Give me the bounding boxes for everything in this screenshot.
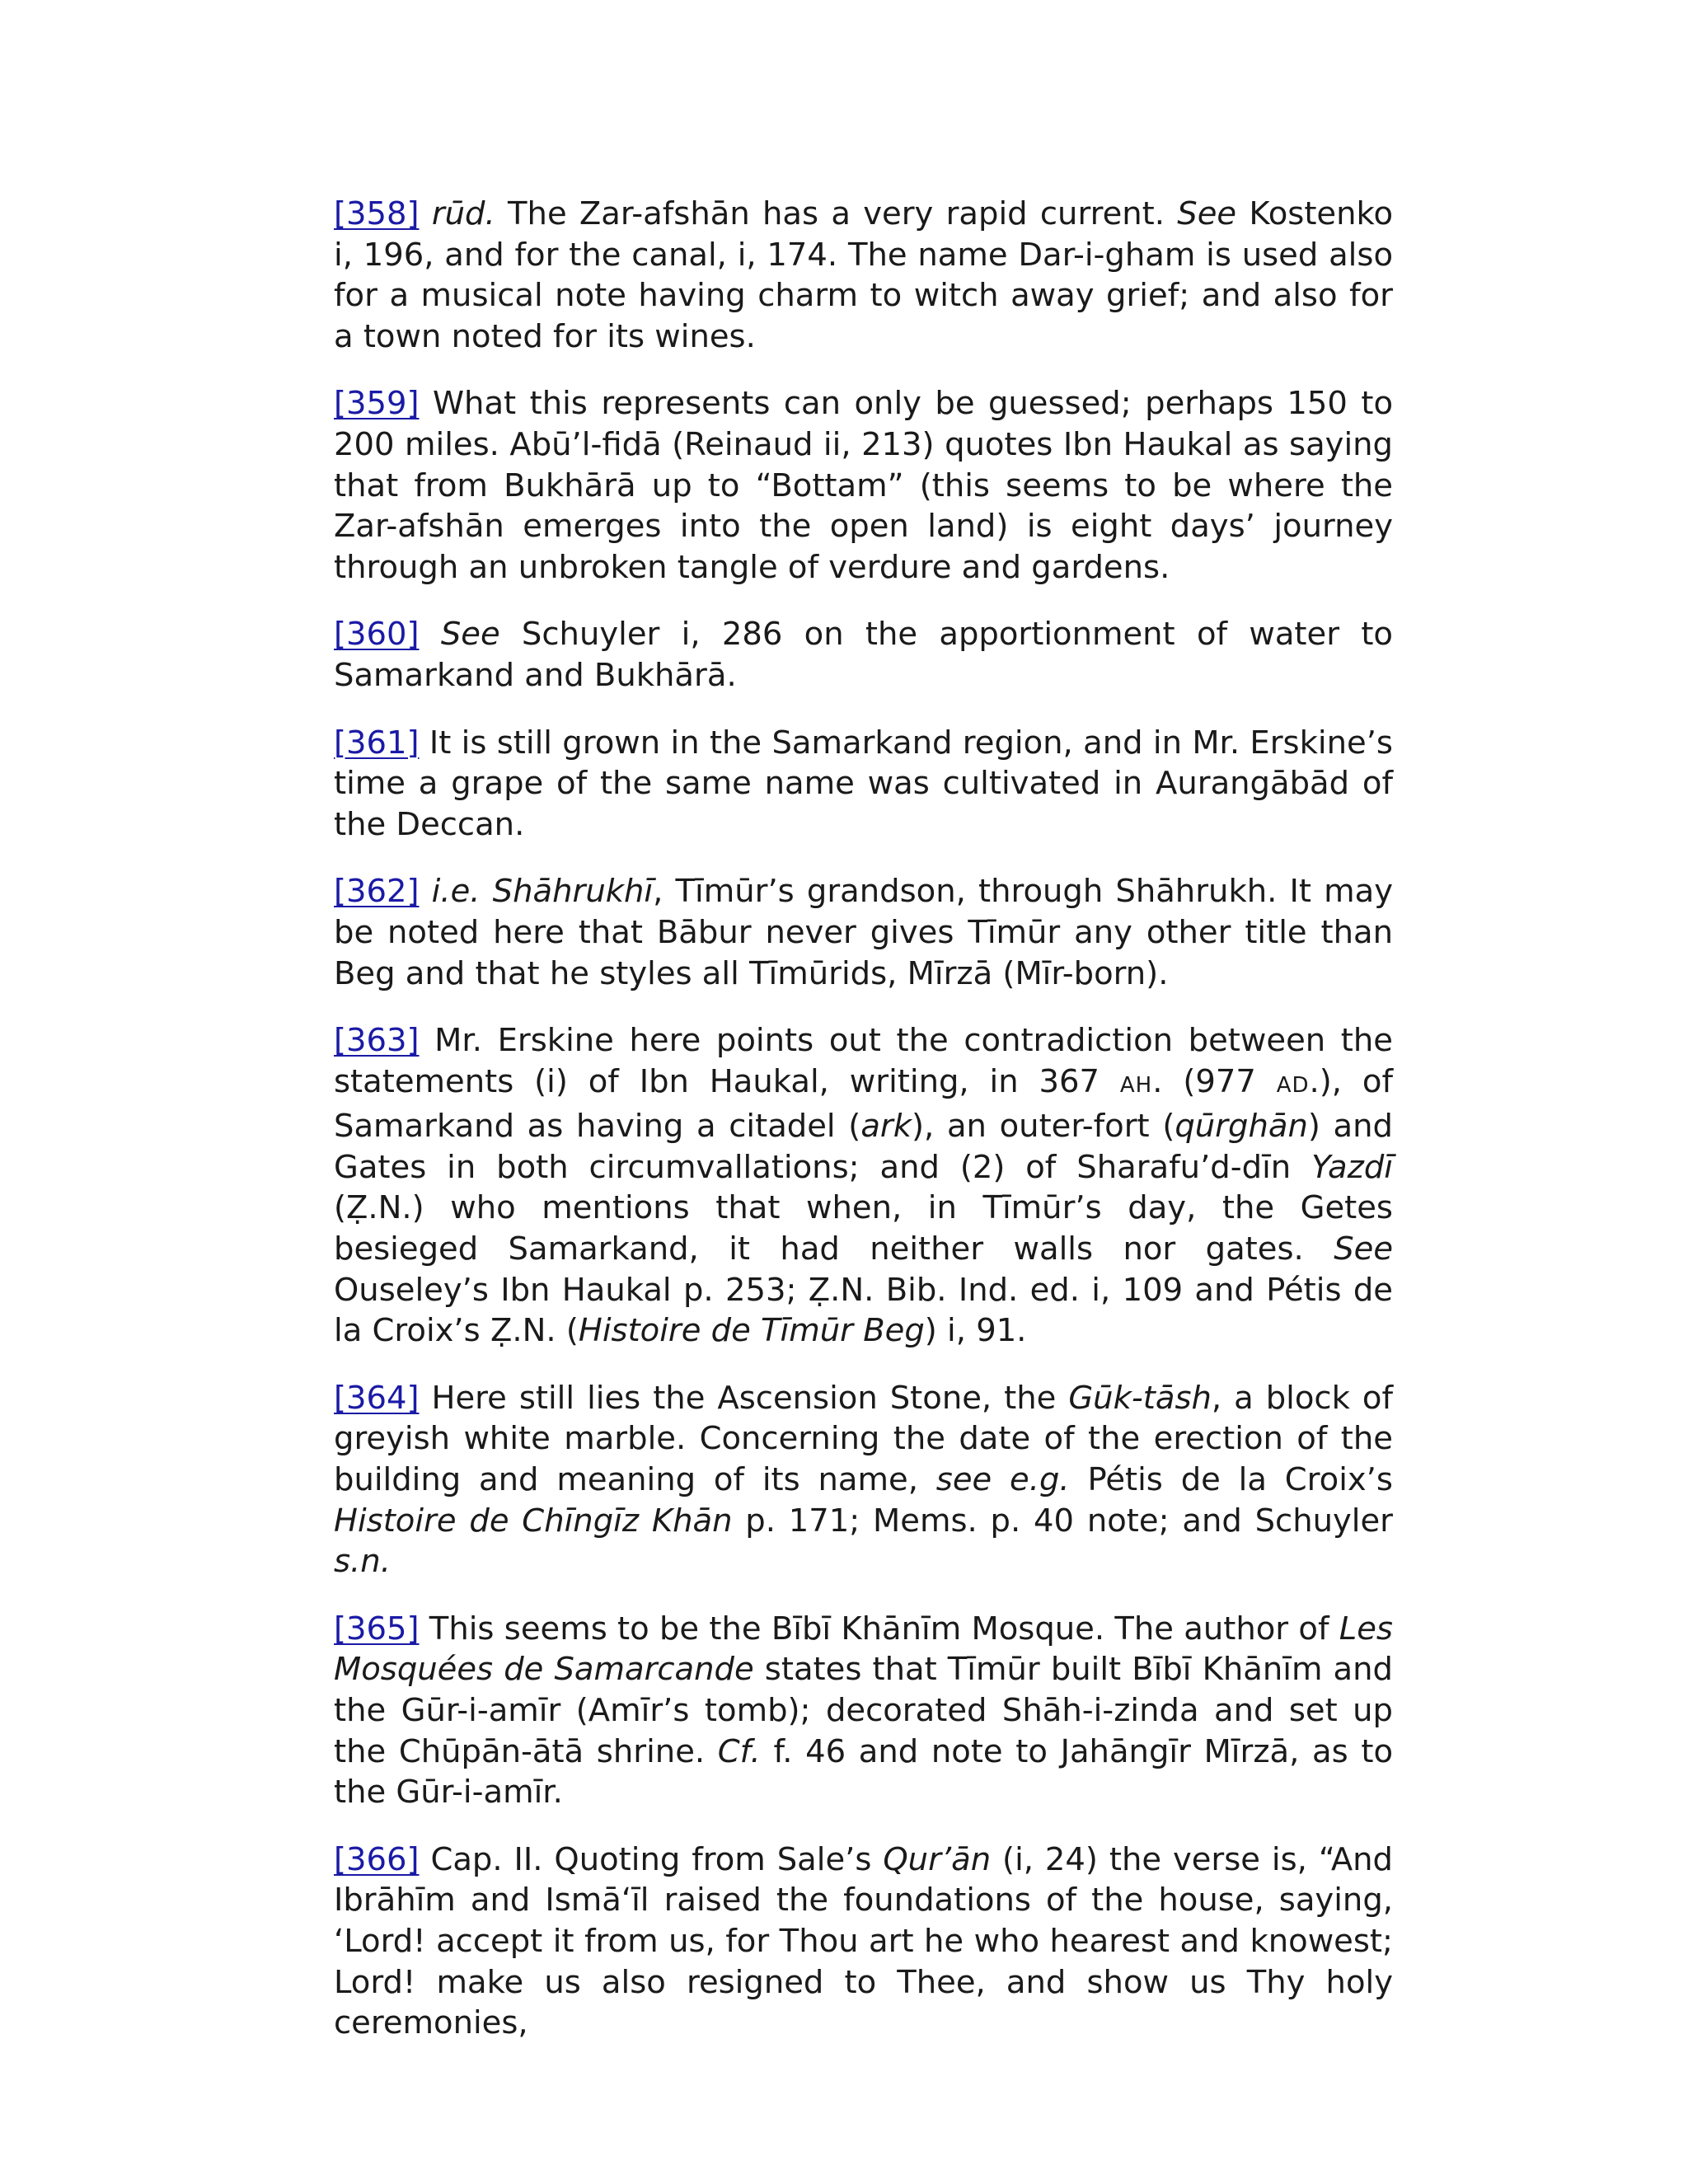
note-text: , Tīmūr’s grandson, through Shāhrukh. It may be noted here that Bābur never gives Tīmūr any other title than Beg and that he styles all Tīmūrids, Mīrzā (Mīr-born). (334, 873, 1393, 992)
italic-text: Qur’ān (883, 1840, 992, 1878)
footnote-ref-link[interactable]: [364] (334, 1379, 420, 1417)
note-text: It is still grown in the Samarkand region, and in Mr. Erskine’s time a grape of the same name was cultivated in Aurangābād of the Deccan. (334, 724, 1393, 843)
note-text: Schuyler i, 286 on the apportionment of water to Samarkand and Bukhārā. (334, 616, 1393, 694)
era-abbreviation: AD (1276, 1072, 1310, 1098)
note-text: Cap. II. Quoting from Sale’s (419, 1840, 884, 1878)
footnote-ref-link[interactable]: [361] (334, 724, 420, 762)
note-text: The Zar-afshān has a very rapid current. (495, 195, 1178, 232)
note-text: What this represents can only be guessed; perhaps 150 to 200 miles. Abū’l-fidā (Reinaud ii, 213) quotes Ibn Haukal as saying that from Bukhārā up to “Bottam” (this seems to be where the Zar-afshān emerges into the open land) is eight days’ journey through an unbroken tangle of verdure and gardens. (334, 385, 1393, 586)
note-text: Pétis de la Croix’s (1069, 1461, 1393, 1499)
italic-text: See (1334, 1230, 1393, 1268)
note-text: states that Tīmūr built Bībī Khānīm and the Gūr-i-amīr (Amīr’s tomb); decorated Shāh-i-zinda and set up the Chūpān-ātā shrine. (334, 1651, 1393, 1770)
italic-text: i.e. Shāhrukhī (431, 873, 654, 911)
note-text: , a block of greyish white marble. Concerning the date of the erection of the building and meaning of its name, (334, 1379, 1394, 1499)
note-text: This seems to be the Bībī Khānīm Mosque. The author of (419, 1610, 1339, 1647)
note-text: Kostenko i, 196, and for the canal, i, 174. The name Dar-i-gham is used also for a musical note having charm to witch away grief; and also for a town noted for its wines. (334, 195, 1393, 355)
footnote-ref-link[interactable]: [362] (334, 873, 420, 911)
note-text: ) i, 91. (924, 1312, 1027, 1350)
italic-text: Histoire de Chīngīz Khān (334, 1502, 733, 1540)
italic-text: Cf. (717, 1732, 761, 1770)
italic-text: Yazdī (1311, 1148, 1393, 1186)
italic-text: rūd. (431, 195, 495, 232)
note-text: . (977 (1152, 1062, 1277, 1100)
footnote-360 (334, 614, 1393, 696)
note-text: ) and Gates in both circumvallations; and (2) of Sharafu’d-dīn (334, 1108, 1393, 1186)
footnote-365 (334, 1609, 1393, 1813)
note-text: (Ẓ.N.) who mentions that when, in Tīmūr’s day, the Getes besieged Samarkand, it had neither walls nor gates. (334, 1189, 1393, 1268)
italic-text: See (440, 616, 500, 654)
note-text (420, 195, 432, 232)
footnote-ref-link[interactable]: [363] (334, 1022, 420, 1060)
footnote-ref-link[interactable]: [365] (334, 1610, 420, 1647)
note-text: f. 46 and note to Jahāngīr Mīrzā, as to the Gūr-i-amīr. (334, 1732, 1393, 1811)
footnote-363 (334, 1020, 1393, 1352)
footnote-ref-link[interactable]: [366] (334, 1840, 420, 1878)
italic-text: Les Mosquées de Samarcande (334, 1610, 1393, 1689)
footnote-364 (334, 1378, 1393, 1582)
footnote-362 (334, 871, 1393, 994)
era-abbreviation: AH (1119, 1072, 1153, 1098)
italic-text: See (1177, 195, 1237, 232)
italic-text: qūrghān (1175, 1108, 1308, 1146)
footnote-361 (334, 723, 1393, 846)
note-text: .), of Samarkand as having a citadel ( (334, 1062, 1393, 1146)
italic-text: ark (860, 1108, 912, 1146)
note-text: (i, 24) the verse is, “And Ibrāhīm and Ismā‘īl raised the foundations of the house, saying, ‘Lord! accept it from us, for Thou art he who hearest and knowest; Lord! make us also resigned to Thee, and show us Thy holy ceremonies, (334, 1840, 1393, 2042)
footnote-ref-link[interactable]: [360] (334, 616, 420, 654)
footnote-359 (334, 383, 1393, 588)
note-text: ), an outer-fort ( (912, 1108, 1175, 1146)
italic-text: s.n. (334, 1543, 391, 1581)
note-text: Ouseley’s Ibn Haukal p. 253; Ẓ.N. Bib. Ind. ed. i, 109 and Pétis de la Croix’s Ẓ.N. ( (334, 1271, 1393, 1350)
footnote-366 (334, 1840, 1393, 2044)
footnote-ref-link[interactable]: [358] (334, 195, 420, 232)
italic-text: see e.g. (935, 1461, 1070, 1499)
note-text: Here still lies the Ascension Stone, the (419, 1379, 1069, 1417)
footnotes-page (334, 194, 1393, 2070)
note-text: Mr. Erskine here points out the contradiction between the statements (i) of Ibn Haukal, writing, in 367 (334, 1022, 1393, 1100)
note-text (420, 616, 441, 653)
note-text (420, 873, 432, 910)
note-text: p. 171; Mems. p. 40 note; and Schuyler (732, 1502, 1393, 1540)
footnote-ref-link[interactable]: [359] (334, 385, 420, 423)
italic-text: Gūk-tāsh (1068, 1379, 1212, 1417)
footnote-358 (334, 194, 1393, 357)
italic-text: Histoire de Tīmūr Beg (578, 1312, 925, 1350)
